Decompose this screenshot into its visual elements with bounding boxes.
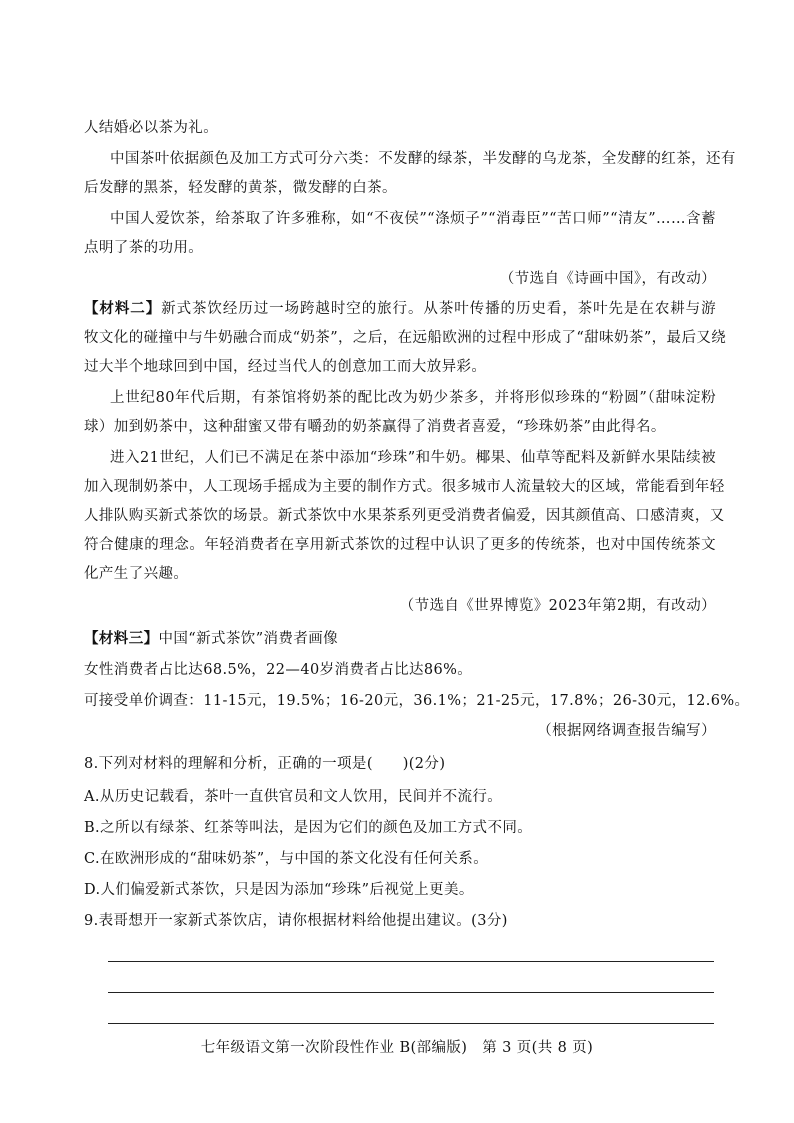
answer-line[interactable] — [108, 1023, 714, 1024]
option-b: B.之所以有绿茶、红茶等叫法，是因为它们的颜色及加工方式不同。 — [84, 820, 533, 836]
text-line: 中国茶叶依据颜色及加工方式可分六类：不发酵的绿茶，半发酵的乌龙茶，全发酵的红茶，还有 — [110, 151, 736, 167]
text-line: 过大半个地球回到中国，经过当代人的创意加工而大放异彩。 — [84, 359, 487, 375]
text-line: 加入现制奶茶中，人工现场手摇成为主要的制作方式。很多城市人流量较大的区域，常能看到年轻 — [84, 479, 725, 495]
source-citation: （根据网络调查报告编写） — [537, 723, 716, 739]
source-citation: （节选自《诗画中国》，有改动） — [499, 271, 716, 287]
text-line: 女性消费者占比达68.5%，22—40岁消费者占比达86%。 — [84, 662, 473, 678]
material-label: 【材料二】 — [84, 300, 162, 317]
source-citation: （节选自《世界博览》2023年第2期，有改动） — [399, 598, 716, 614]
material-title: 中国“新式茶饮”消费者画像 — [158, 631, 339, 647]
answer-line[interactable] — [108, 992, 714, 993]
answer-line[interactable] — [108, 961, 714, 962]
text-line — [84, 297, 716, 321]
text-line: 牧文化的碰撞中与牛奶融合而成“奶茶”，之后，在远船欧洲的过程中形成了“甜味奶茶”，最后又绕 — [84, 330, 727, 346]
text-span: 新式茶饮经历过一场跨越时空的旅行。从茶叶传播的历史看，茶叶先是在农耕与游 — [161, 301, 716, 317]
text-line: 进入21世纪，人们已不满足在茶中添加“珍珠”和牛奶。椰果、仙草等配料及新鲜水果陆续被 — [110, 450, 716, 466]
text-line: 球）加到奶茶中，这种甜蜜又带有嚼劲的奶茶赢得了消费者喜爱，“珍珠奶茶”由此得名。 — [84, 419, 666, 435]
text-line: 后发酵的黑茶，轻发酵的黄茶，微发酵的白茶。 — [84, 180, 397, 196]
text-line: 可接受单价调查：11-15元，19.5%；16-20元，36.1%；21-25元，17.8%；26-30元，12.6%。 — [84, 693, 750, 709]
question-9: 9.表哥想开一家新式茶饮店，请你根据材料给他提出建议。(3分) — [84, 913, 508, 929]
text-line — [84, 627, 716, 651]
text-line: 点明了茶的功用。 — [84, 240, 204, 256]
text-line: 上世纪80年代后期，有茶馆将奶茶的配比改为奶少茶多，并将形似珍珠的“粉圆”（甜味淀粉 — [110, 390, 716, 406]
option-a: A.从历史记载看，茶叶一直供官员和文人饮用，民间并不流行。 — [84, 789, 503, 805]
text-line: 化产生了兴趣。 — [84, 566, 189, 582]
material-label: 【材料三】 — [84, 630, 159, 647]
question-8: 8.下列对材料的理解和分析，正确的一项是( )(2分) — [84, 756, 446, 772]
page-footer: 七年级语文第一次阶段性作业 B(部编版) 第 3 页(共 8 页) — [200, 1040, 594, 1056]
text-line: 中国人爱饮茶，给茶取了许多雅称，如“不夜侯”“涤烦子”“消毒臣”“苦口师”“清友”……含蓄 — [110, 211, 716, 227]
text-line: 人结婚必以茶为礼。 — [84, 120, 219, 136]
text-line: 人排队购买新式茶饮的场景。新式茶饮中水果茶系列更受消费者偏爱，因其颜值高、口感清爽，又 — [84, 508, 725, 524]
text-line: 符合健康的理念。年轻消费者在享用新式茶饮的过程中认识了更多的传统茶，也对中国传统茶文 — [84, 537, 716, 553]
option-d: D.人们偏爱新式茶饮，只是因为添加“珍珠”后视觉上更美。 — [84, 882, 474, 898]
option-c: C.在欧洲形成的“甜味奶茶”，与中国的茶文化没有任何关系。 — [84, 851, 489, 867]
